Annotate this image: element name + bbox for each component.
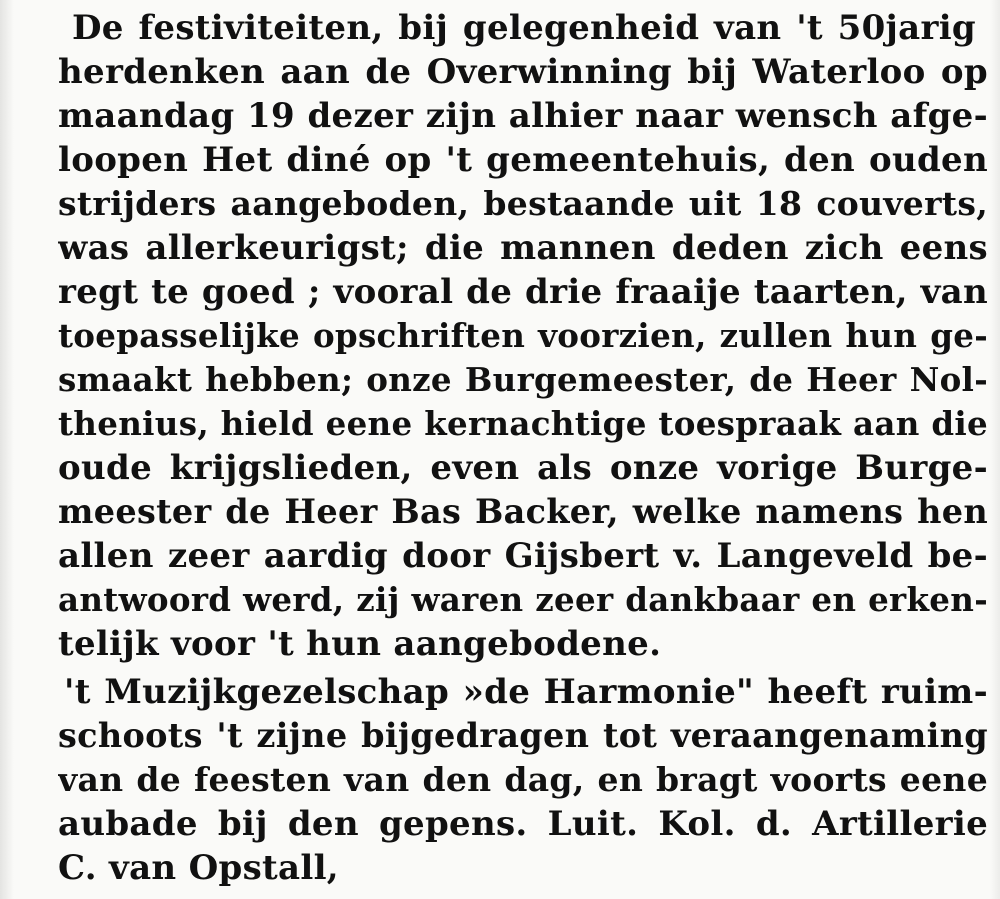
text-line-11: oude krijgslieden, even als onze vorige Burge- (58, 448, 988, 488)
text-line-8: toepasselijke opschriften voorzien, zullen hun ge- (58, 316, 988, 355)
text-line-1: De festiviteiten, bij gelegenheid van 't 50jarig (72, 8, 976, 48)
text-line-6: was allerkeurigst; die mannen deden zich eens (58, 228, 988, 268)
text-line-14: antwoord werd, zij waren zeer dankbaar en erken- (58, 580, 988, 619)
text-line-18: van de feesten van den dag, en bragt voorts eene (58, 760, 988, 799)
text-line-5: strijders aangeboden, bestaande uit 18 couverts, (58, 184, 988, 223)
text-line-12: meester de Heer Bas Backer, welke namens hen (58, 492, 988, 531)
text-line-10: thenius, hield eene kernachtige toespraak aan die (58, 404, 988, 443)
text-line-17: schoots 't zijne bijgedragen tot veraangenaming (58, 716, 988, 755)
text-line-20: C. van Opstall, (58, 848, 339, 888)
text-line-13: allen zeer aardig door Gijsbert v. Langeveld be- (58, 536, 988, 576)
text-line-9: smaakt hebben; onze Burgemeester, de Heer Nol- (58, 360, 988, 399)
text-line-3: maandag 19 dezer zijn alhier naar wensch afge- (58, 96, 988, 136)
text-line-16: 't Muzijkgezelschap »de Harmonie" heeft ruim- (64, 672, 988, 712)
text-line-7: regt te goed ; vooral de drie fraaije taarten, van (58, 272, 988, 312)
text-line-15: telijk voor 't hun aangebodene. (58, 624, 662, 664)
text-line-19: aubade bij den gepens. Luit. Kol. d. Artillerie (58, 804, 988, 844)
text-line-4: loopen Het diné op 't gemeentehuis, den ouden (58, 140, 988, 180)
text-line-2: herdenken aan de Overwinning bij Waterloo op (58, 52, 988, 92)
